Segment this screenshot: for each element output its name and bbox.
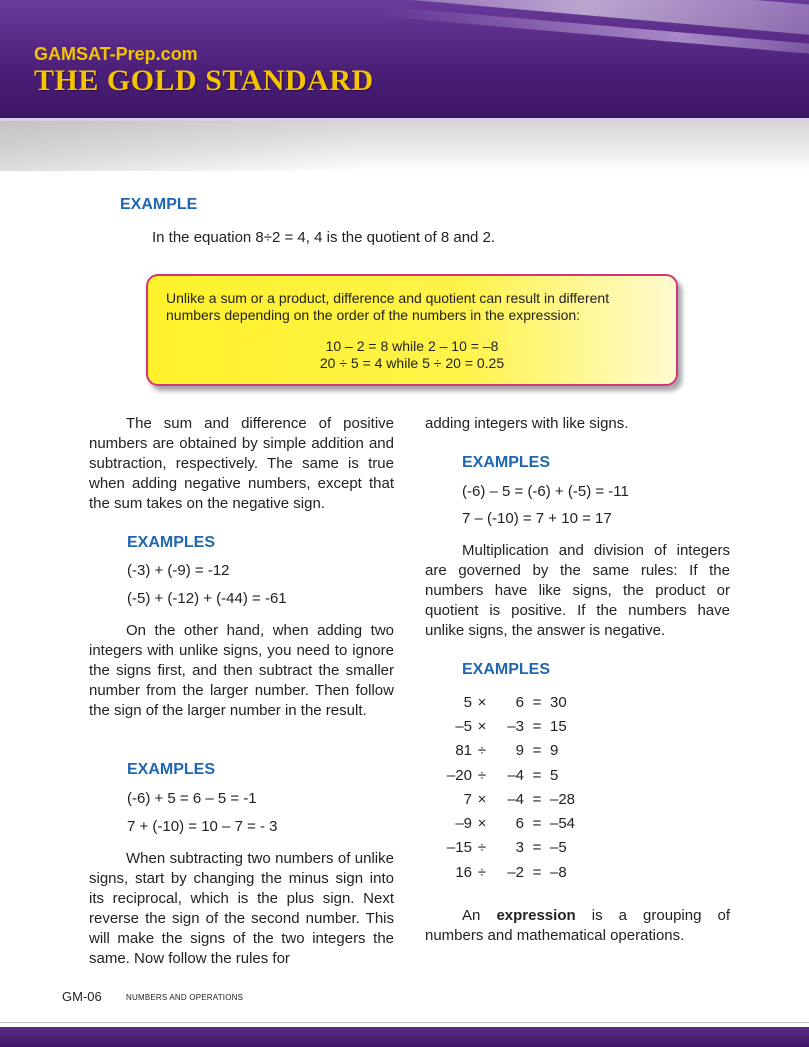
page-header-banner	[0, 0, 809, 118]
callout-text: Unlike a sum or a product, difference and quotient can result in different numbers depending on the order of the numbers in the expression:	[166, 290, 610, 323]
operand-b: –4	[507, 790, 524, 808]
equals-sign: =	[532, 863, 542, 881]
expression-text-post: is a grouping of numbers and mathematical operations.	[425, 907, 731, 944]
operation-row	[434, 739, 590, 763]
operand-b: –2	[507, 863, 524, 881]
result: –54	[550, 815, 576, 833]
operation-row	[434, 763, 590, 787]
callout-equation-1: 10 – 2 = 8 while 2 – 10 = –8	[325, 338, 499, 354]
example-line: (-6) – 5 = (-6) + (-5) = -11	[462, 483, 629, 500]
operand-a: –20	[446, 766, 472, 784]
operand-a: –9	[455, 815, 472, 833]
paragraph-multiplication-division: Multiplication and division of integers are governed by the same rules: If the numbers have like signs, the product or quotient is positive. If the numbers have unlike signs, the answer is negative.	[425, 542, 730, 639]
operator: ×	[477, 693, 487, 711]
example-line: (-3) + (-9) = -12	[127, 562, 230, 579]
equals-sign: =	[532, 815, 542, 833]
paragraph-continuation: adding integers with like signs.	[425, 415, 629, 432]
operations-table-body	[434, 690, 590, 884]
operand-a: –15	[446, 839, 472, 857]
result: –28	[550, 790, 576, 808]
result: –8	[550, 863, 567, 881]
examples-heading-1: EXAMPLES	[127, 534, 216, 551]
examples-heading-3: EXAMPLES	[462, 454, 551, 471]
operand-a: 81	[455, 742, 472, 760]
paragraph-expression	[425, 906, 730, 946]
result: 30	[550, 693, 567, 711]
operand-b: 9	[515, 742, 524, 760]
example-heading: EXAMPLE	[120, 196, 198, 213]
site-name: GAMSAT-Prep.com	[34, 44, 198, 64]
callout-box	[146, 274, 678, 386]
footer-rule	[0, 1022, 809, 1023]
operator: ÷	[477, 742, 487, 760]
operator: ÷	[477, 766, 487, 784]
expression-term: expression	[496, 907, 576, 924]
equals-sign: =	[532, 717, 542, 735]
operator: ×	[477, 790, 487, 808]
result: 5	[550, 766, 559, 784]
operator: ×	[477, 815, 487, 833]
result: 15	[550, 717, 567, 735]
example-line: 7 + (-10) = 10 – 7 = - 3	[127, 818, 278, 835]
result: –5	[550, 839, 567, 857]
operation-row	[434, 690, 590, 714]
operator: ×	[477, 717, 487, 735]
equals-sign: =	[532, 693, 542, 711]
equals-sign: =	[532, 742, 542, 760]
operation-row	[434, 787, 590, 811]
operand-a: 16	[455, 863, 472, 881]
chapter-title: NUMBERS AND OPERATIONS	[126, 993, 244, 1002]
operand-b: 3	[515, 839, 524, 857]
operator: ÷	[477, 839, 487, 857]
operand-a: –5	[455, 717, 472, 735]
paragraph-unlike-signs: On the other hand, when adding two integers with unlike signs, you need to ignore the signs first, and then subtract the smaller number from the larger number. Then follow the sign of the larger number in the result.	[89, 622, 394, 719]
operand-b: –3	[507, 717, 524, 735]
callout-equation-2: 20 ÷ 5 = 4 while 5 ÷ 20 = 0.25	[319, 355, 505, 371]
operand-b: 6	[515, 815, 524, 833]
operator: ÷	[477, 863, 487, 881]
silver-band	[0, 121, 809, 171]
operations-table	[434, 690, 590, 884]
examples-heading-2: EXAMPLES	[127, 761, 216, 778]
equals-sign: =	[532, 790, 542, 808]
result: 9	[550, 742, 559, 760]
page-code: GM-06	[62, 989, 102, 1004]
operand-a: 7	[463, 790, 472, 808]
example-line: (-5) + (-12) + (-44) = -61	[127, 590, 287, 607]
examples-heading-4: EXAMPLES	[462, 661, 551, 678]
operation-row	[434, 836, 590, 860]
operand-a: 5	[463, 693, 472, 711]
paragraph-sum-difference: The sum and difference of positive numbers are obtained by simple addition and subtraction, respectively. The same is true when adding negative numbers, except that the sum takes on the negative sign.	[89, 415, 394, 512]
operand-b: 6	[515, 693, 524, 711]
equals-sign: =	[532, 766, 542, 784]
operation-row	[434, 714, 590, 738]
footer-bar	[0, 1027, 809, 1047]
operation-row	[434, 811, 590, 835]
operation-row	[434, 860, 590, 884]
expression-text-pre: An	[462, 907, 481, 924]
intro-text: In the equation 8÷2 = 4, 4 is the quotient of 8 and 2.	[152, 229, 496, 246]
operand-b: –4	[507, 766, 524, 784]
example-line: 7 – (-10) = 7 + 10 = 17	[462, 510, 612, 527]
example-line: (-6) + 5 = 6 – 5 = -1	[127, 790, 257, 807]
brand-title: THE GOLD STANDARD	[34, 64, 374, 97]
equals-sign: =	[532, 839, 542, 857]
paragraph-subtracting: When subtracting two numbers of unlike signs, start by changing the minus sign into its reciprocal, which is the plus sign. Next reverse the sign of the second number. This will make the signs of the two integers the same. Now follow the rules for	[89, 850, 394, 967]
